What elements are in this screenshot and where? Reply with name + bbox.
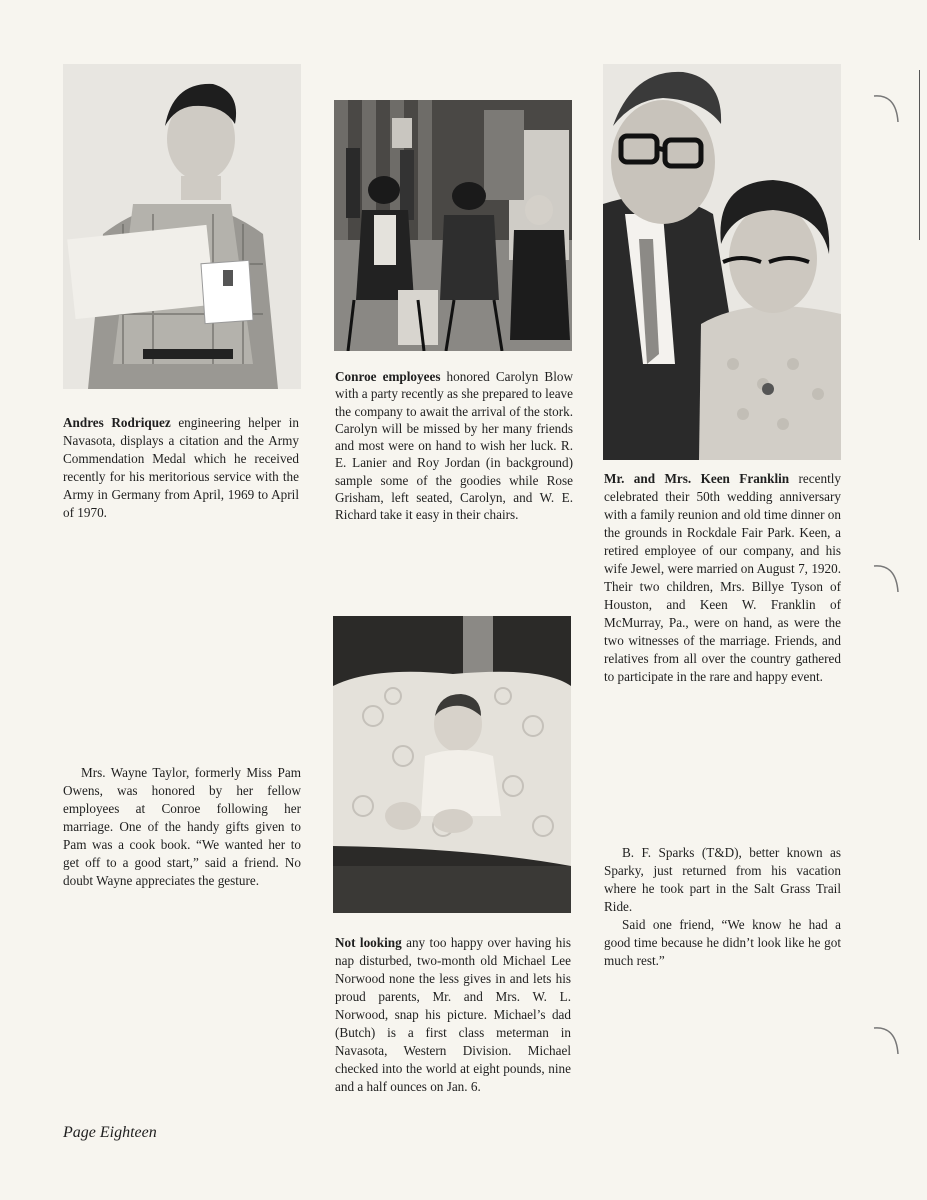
binder-hole-mark-icon xyxy=(872,92,902,126)
caption-paragraph: Said one friend, “We know he had a good time because he didn’t look like he got much rest.” xyxy=(604,917,841,968)
caption-body: any too happy over having his nap disturbed, two-month old Michael Lee Norwood none the less gives in and lets his proud parents, Mr. and Mrs. W. L. Norwood, snap his picture. Michael’s dad (Butch) is a first class meterman in Navasota, Western Division. Michael checked into the world at eight pounds, nine and a half ounces on Jan. 6. xyxy=(335,935,571,1094)
caption-wayne-taylor xyxy=(63,764,301,890)
caption-andres-rodriquez xyxy=(63,414,299,522)
caption-lead: Andres Rodriquez xyxy=(63,415,171,430)
page-folio: Page Eighteen xyxy=(63,1124,157,1141)
caption-conroe-employees xyxy=(335,368,573,524)
caption-lead: Mr. and Mrs. Keen Franklin xyxy=(604,471,790,486)
binder-hole-mark-icon xyxy=(872,1024,902,1058)
photo-michael-norwood xyxy=(333,616,571,913)
caption-body: honored Carolyn Blow with a party recently as she prepared to leave the company to await the arrival of the stork. Carolyn will be missed by her many friends and most were on hand to wish her luck. R. E. Lanier and Roy Jordan (in background) sample some of the goodies while Rose Grisham, left seated, Carolyn, and W. E. Richard take it easy in their chairs. xyxy=(335,369,573,523)
caption-michael-norwood xyxy=(335,934,571,1096)
binder-hole-mark-icon xyxy=(872,562,902,596)
caption-body: recently celebrated their 50th wedding anniversary with a family reunion and old time dinner on the grounds in Rockdale Fair Park. Keen, a retired employee of our company, and his wife Jewel, were married on August 7, 1920. Their two children, Mrs. Billye Tyson of Houston, and Keen W. Franklin of McMurray, Pa., were on hand, as were the two witnesses of the marriage. Friends, and relatives from all over the country gathered to participate in the rare and happy event. xyxy=(604,471,841,684)
photo-conroe-employees xyxy=(334,100,572,351)
caption-paragraph: B. F. Sparks (T&D), better known as Sparky, just returned from his vacation where he took part in the Salt Grass Trail Ride. xyxy=(604,845,841,914)
caption-body: engineering helper in Navasota, displays a citation and the Army Commendation Medal which he received recently for his meritorious service with the Army in Germany from April, 1969 to April of 1970. xyxy=(63,415,299,520)
caption-lead: Conroe employees xyxy=(335,369,441,384)
caption-keen-franklin xyxy=(604,470,841,686)
caption-body: Mrs. Wayne Taylor, formerly Miss Pam Owens, was honored by her fellow employees at Conroe following her marriage. One of the handy gifts given to Pam was a cook book. “We wanted her to get off to a good start,” said a friend. No doubt Wayne appreciates the gesture. xyxy=(63,765,301,888)
page-edge-line xyxy=(919,70,920,240)
caption-lead: Not looking xyxy=(335,935,402,950)
photo-keen-franklin xyxy=(603,64,841,460)
photo-andres-rodriquez xyxy=(63,64,301,389)
caption-bf-sparks xyxy=(604,844,841,970)
